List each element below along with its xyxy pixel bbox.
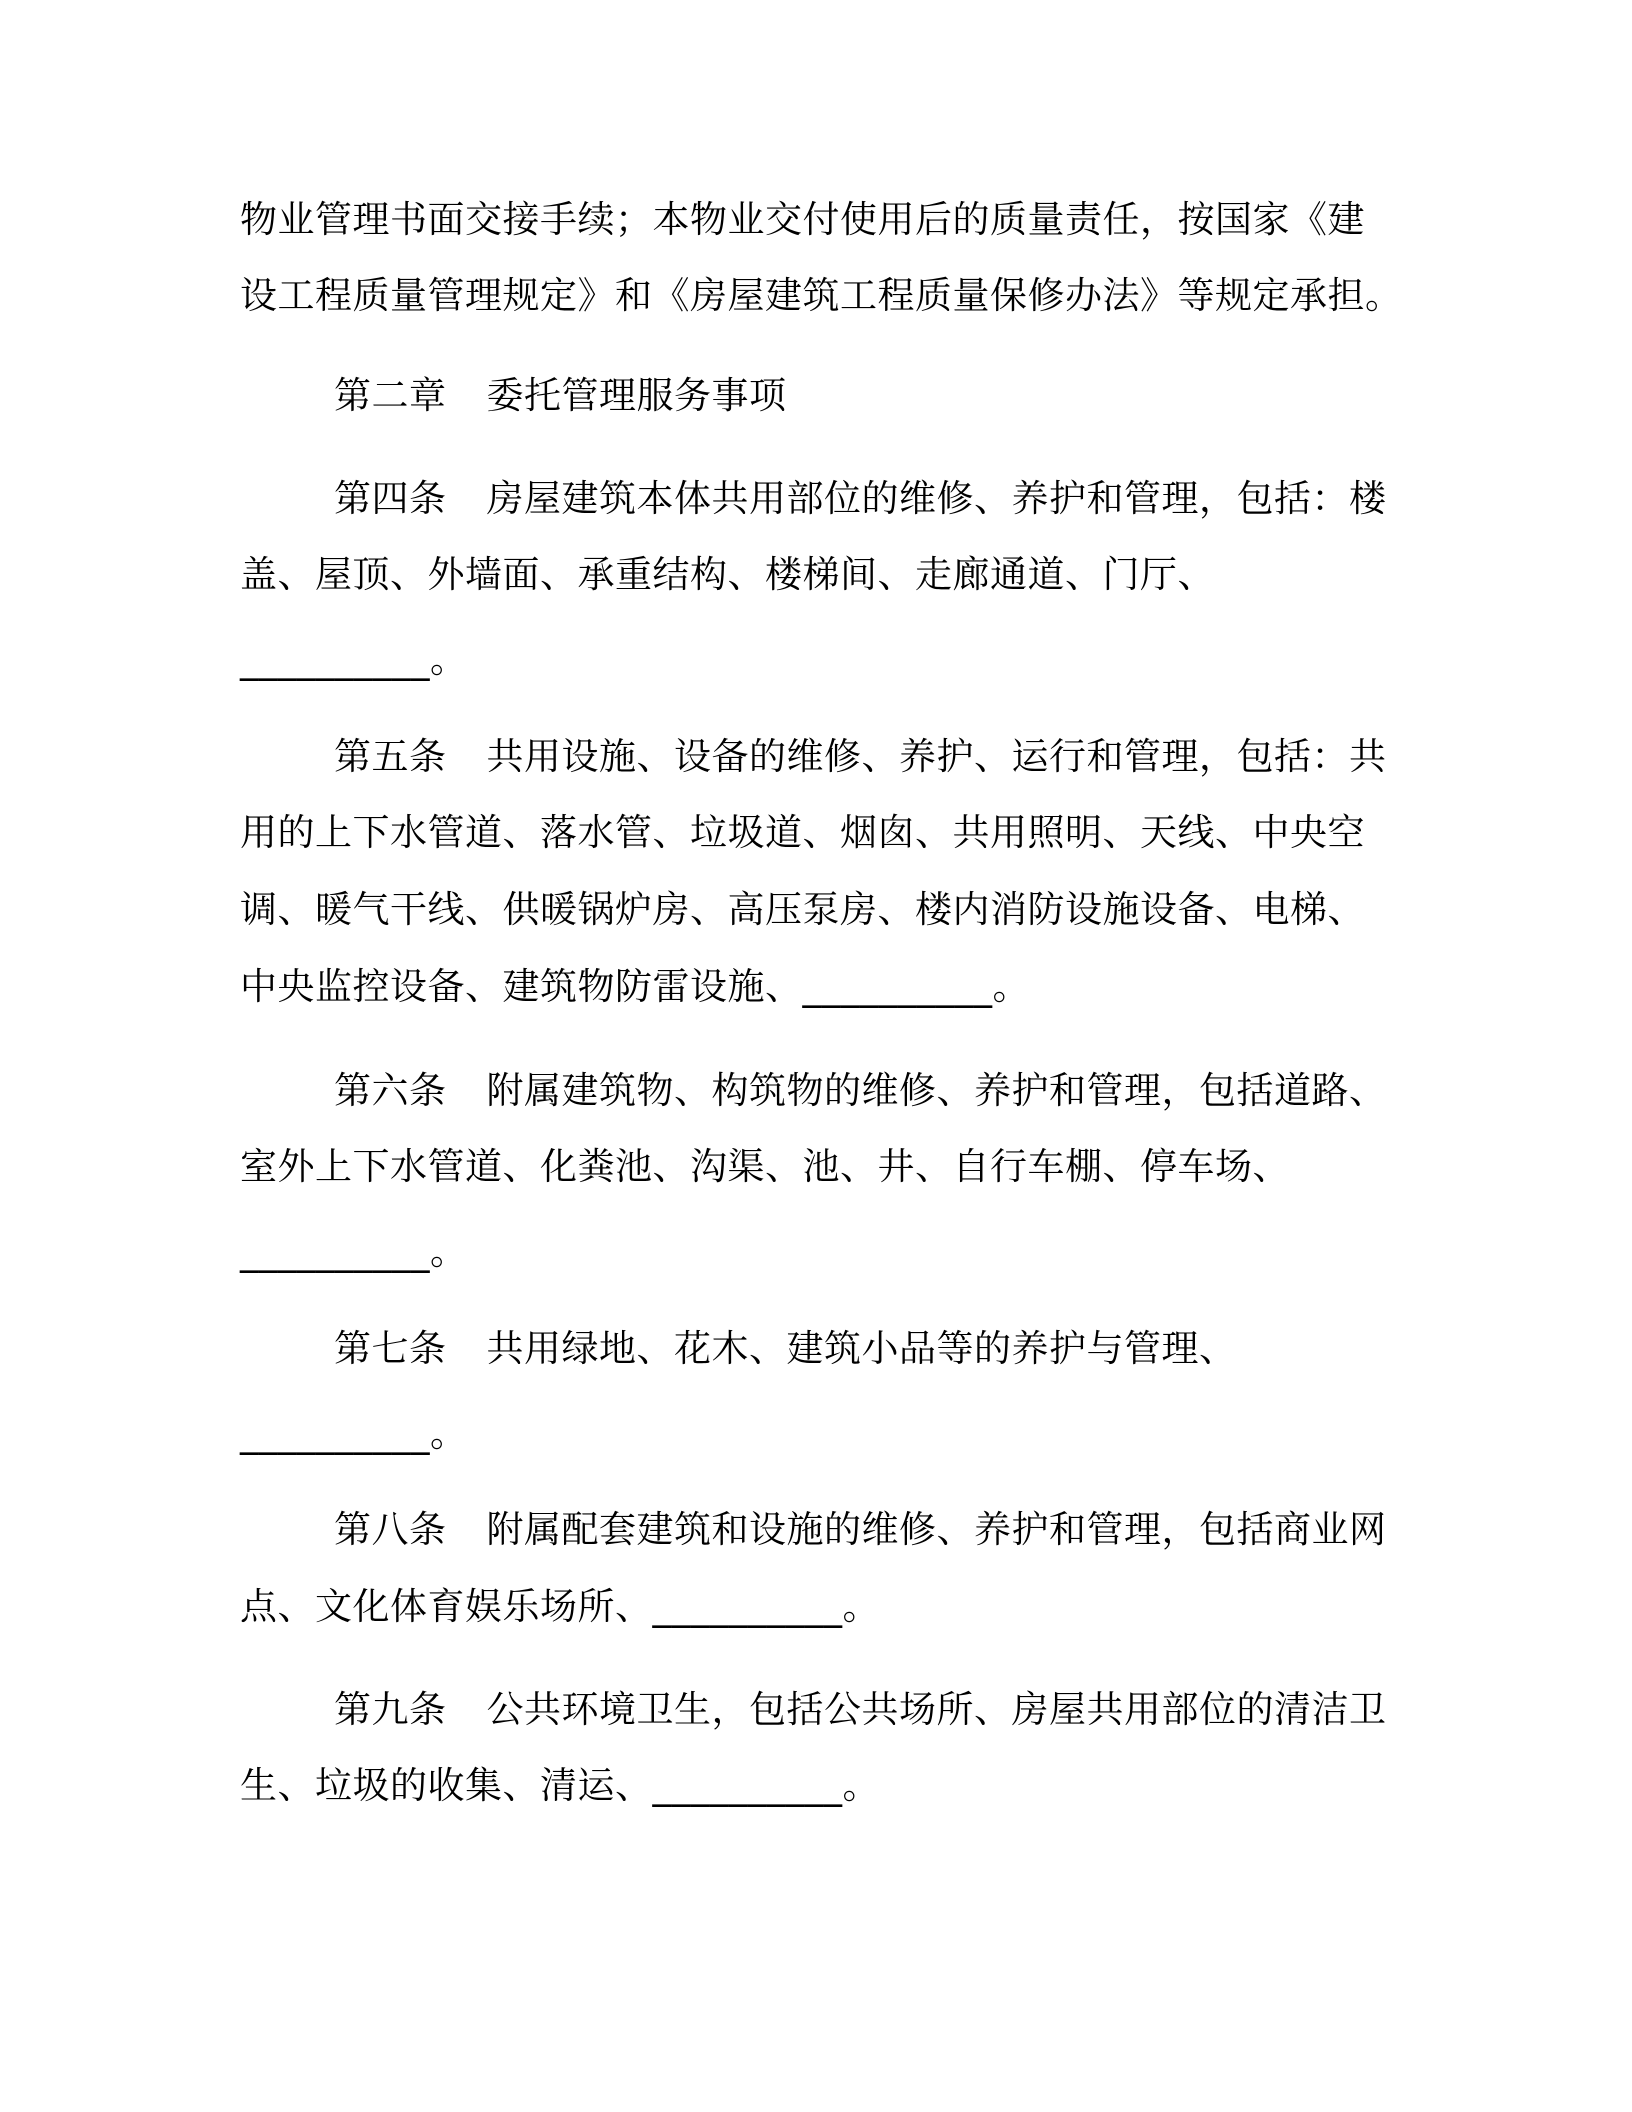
article-number: 第四条 [334,477,447,520]
chapter-title: 委托管理服务事项 [486,374,787,417]
chapter-number: 第二章 [334,374,447,417]
article-5-line-1 [334,735,1387,779]
article-5-line-3: 调、暖气干线、供暖锅炉房、高压泵房、楼内消防设施设备、电梯、 [240,888,1365,931]
article-4-line-3: __________。 [240,638,468,681]
intro-line-1: 物业管理书面交接手续；本物业交付使用后的质量责任，按国家《建 [240,198,1365,241]
article-8-line-1 [334,1508,1387,1552]
article-9-line-2: 生、垃圾的收集、清运、__________。 [240,1764,880,1807]
chapter-heading [334,374,787,418]
article-6-line-2: 室外上下水管道、化粪池、沟渠、池、井、自行车棚、停车场、 [240,1145,1290,1188]
article-number: 第六条 [334,1069,447,1112]
article-5-line-2: 用的上下水管道、落水管、垃圾道、烟囱、共用照明、天线、中央空 [240,811,1365,854]
article-number: 第八条 [334,1508,447,1551]
article-text: 房屋建筑本体共用部位的维修、养护和管理，包括：楼 [486,477,1387,520]
article-text: 附属建筑物、构筑物的维修、养护和管理，包括道路、 [486,1069,1387,1112]
article-4-line-2: 盖、屋顶、外墙面、承重结构、楼梯间、走廊通道、门厅、 [240,553,1215,596]
article-text: 共用绿地、花木、建筑小品等的养护与管理、 [486,1327,1237,1370]
article-number: 第七条 [334,1327,447,1370]
article-number: 第九条 [334,1688,447,1731]
article-text: 附属配套建筑和设施的维修、养护和管理，包括商业网 [486,1508,1387,1551]
article-6-line-3: __________。 [240,1230,468,1273]
article-9-line-1 [334,1688,1387,1732]
article-text: 共用设施、设备的维修、养护、运行和管理，包括：共 [486,735,1387,778]
article-text: 公共环境卫生，包括公共场所、房屋共用部位的清洁卫 [486,1688,1387,1731]
article-number: 第五条 [334,735,447,778]
article-5-line-4: 中央监控设备、建筑物防雷设施、__________。 [240,965,1030,1008]
article-4-line-1 [334,477,1387,521]
article-8-line-2: 点、文化体育娱乐场所、__________。 [240,1585,880,1628]
article-7-line-2: __________。 [240,1412,468,1455]
article-7-line-1 [334,1327,1237,1371]
intro-line-2: 设工程质量管理规定》和《房屋建筑工程质量保修办法》等规定承担。 [240,274,1403,317]
article-6-line-1 [334,1069,1387,1113]
